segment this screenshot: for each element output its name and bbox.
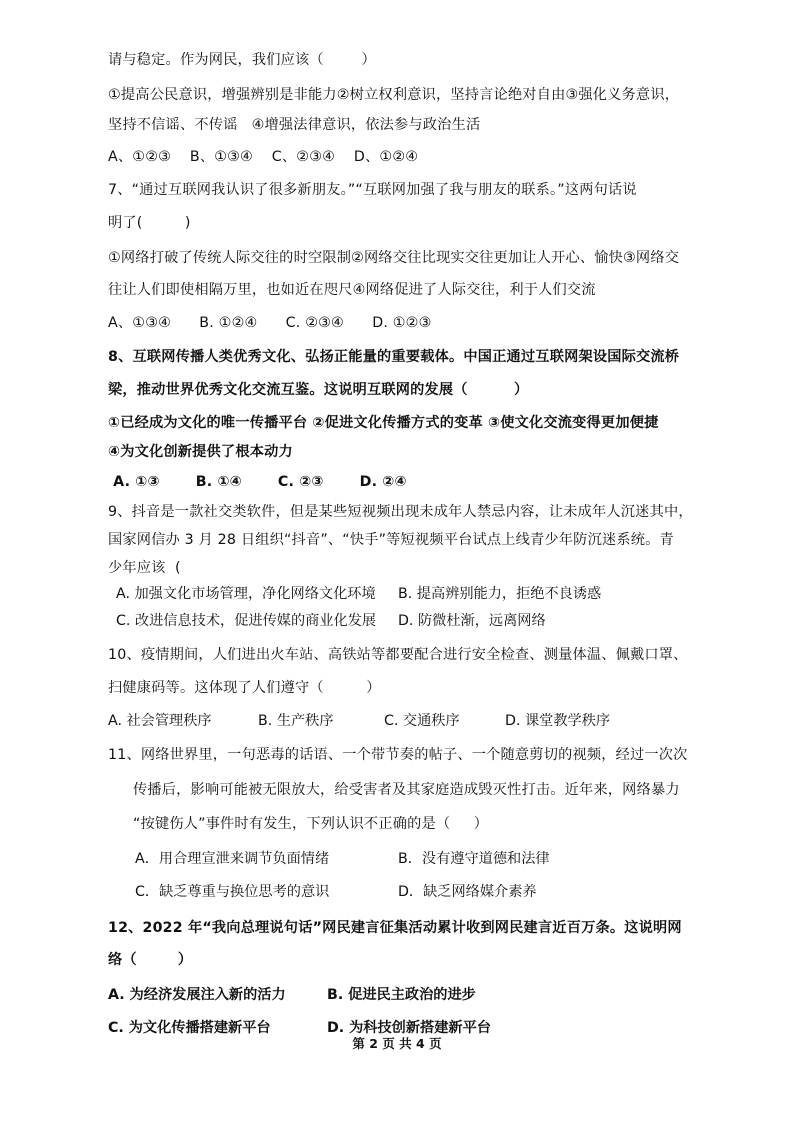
q7-statements-line1: ①网络打破了传统人际交往的时空限制②网络交往比现实交往更加让人开心、愉快③网络交: [108, 250, 680, 266]
q10-option-a: A. 社会管理秩序: [108, 713, 212, 729]
q12-stem-line1: 12、2022 年“我向总理说句话”网民建言征集活动累计收到网民建言近百万条。这说明网: [108, 920, 682, 936]
page-number: 第 2 页 共 4 页: [352, 1036, 442, 1051]
q9-option-b: B. 提高辨别能力，拒绝不良诱惑: [398, 586, 602, 602]
q7-statements-line2: 往让人们即使相隔万里，也如近在咫尺④网络促进了人际交往，利于人们交流: [108, 282, 596, 298]
q10-option-b: B. 生产秩序: [258, 713, 334, 729]
q6-options: A、①②③ B、①③④ C、②③④ D、①②④: [108, 149, 419, 165]
q10-option-d: D. 课堂教学秩序: [505, 713, 611, 729]
q10-stem-line2: 扫健康码等。这体现了人们遵守（ ）: [108, 680, 381, 696]
q9-stem-line2: 国家网信办 3 月 28 日组织“抖音”、“快手”等短视频平台试点上线青少年防沉迷系统。青: [108, 532, 674, 548]
q12-option-b: B. 促进民主政治的进步: [327, 987, 476, 1003]
q6-statements-line1: ①提高公民意识，增强辨别是非能力②树立权利意识，坚持言论绝对自由③强化义务意识，: [108, 87, 680, 103]
q8-stem-line1: 8、互联网传播人类优秀文化、弘扬正能量的重要载体。中国正通过互联网架设国际交流桥: [108, 349, 680, 365]
q12-option-c: C. 为文化传播搭建新平台: [108, 1020, 271, 1036]
q11-stem-line1: 11、网络世界里，一句恶毒的话语、一个带节奏的帖子、一个随意剪切的视频，经过一次次: [108, 747, 688, 763]
q8-statements-line2: ④为文化创新提供了根本动力: [108, 444, 293, 460]
q8-options: A. ①③ B. ①④ C. ②③ D. ②④: [108, 474, 407, 490]
q12-option-a: A. 为经济发展注入新的活力: [108, 987, 286, 1003]
q9-stem-line1: 9、抖音是一款社交类软件，但是某些短视频出现未成年人禁忌内容，让未成年人沉迷其中，: [108, 504, 693, 520]
q10-option-c: C. 交通秩序: [384, 713, 460, 729]
q11-option-a: A．用合理宣泄来调节负面情绪: [135, 851, 330, 867]
q6-stem-tail: 请与稳定。作为网民，我们应该（ ）: [108, 52, 376, 68]
q7-stem-line1: 7、“通过互联网我认识了很多新朋友。”“互联网加强了我与朋友的联系。”这两句话说: [108, 182, 637, 198]
q11-option-d: D．缺乏网络媒介素养: [398, 884, 537, 900]
q6-statements-line2: 坚持不信谣、不传谣 ④增强法律意识，依法参与政治生活: [108, 117, 481, 133]
q7-options: A、①③④ B. ①②④ C. ②③④ D. ①②③: [108, 315, 432, 331]
q11-stem-line3: “按键伤人”事件时有发生，下列认识不正确的是（ ）: [133, 816, 489, 832]
q9-stem-line3: 少年应该 (: [108, 560, 181, 576]
q8-statements-line1: ①已经成为文化的唯一传播平台 ②促进文化传播方式的变革 ③使文化交流变得更加便捷: [108, 415, 659, 431]
q12-option-d: D. 为科技创新搭建新平台: [327, 1020, 491, 1036]
q9-option-c: C. 改进信息技术，促进传媒的商业化发展: [116, 613, 377, 629]
q9-option-d: D. 防微杜渐，远离网络: [398, 613, 546, 629]
q10-stem-line1: 10、疫情期间，人们进出火车站、高铁站等都要配合进行安全检查、测量体温、佩戴口罩、: [108, 647, 688, 663]
q11-stem-line2: 传播后，影响可能被无限放大，给受害者及其家庭造成毁灭性打击。近年来，网络暴力: [133, 782, 680, 798]
q7-stem-line2: 明了( ): [108, 215, 191, 231]
q11-option-c: C．缺乏尊重与换位思考的意识: [135, 884, 330, 900]
q12-stem-line2: 络（ ）: [108, 952, 193, 968]
q8-stem-line2: 梁，推动世界优秀文化交流互鉴。这说明互联网的发展（ ）: [108, 382, 529, 398]
q9-option-a: A. 加强文化市场管理，净化网络文化环境: [116, 586, 376, 602]
q11-option-b: B．没有遵守道德和法律: [398, 851, 550, 867]
